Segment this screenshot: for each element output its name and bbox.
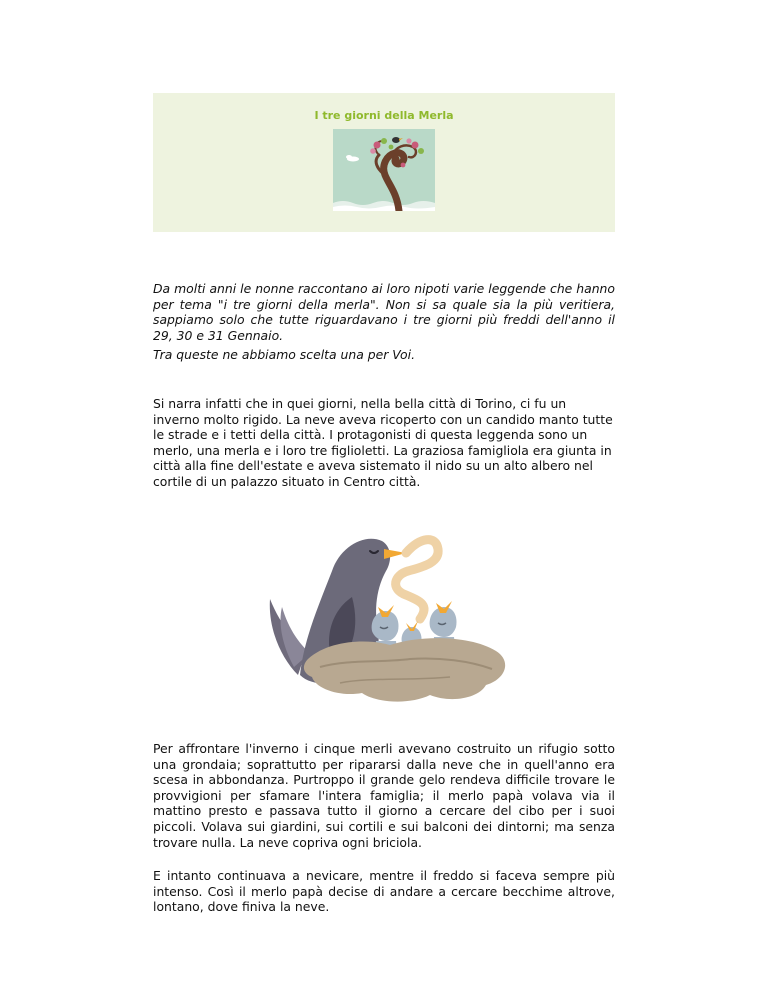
story-paragraph-2: Per affrontare l'inverno i cinque merli avevano costruito un rifugio sotto una grondaia; soprattutto per ripararsi dalla neve che in quell'anno era scesa in abbondanza. Purtroppo il grande gelo rendeva difficile trovare le provvigioni per sfamare l'intera famiglia; il merlo papà volava via il mattino presto e passava tutto il giorno a cercare del cibo per i suoi piccoli. Volava sui giardini, sui cortili e sui balconi dei dintorni; ma senza trovare nulla. La neve copriva ogni briciola. bbox=[153, 741, 615, 850]
story-paragraph-1: Si narra infatti che in quei giorni, nella bella città di Torino, ci fu un inverno molto rigido. La neve aveva ricoperto con un candido manto tutte le strade e i tetti della città. I protagonisti di questa leggenda sono un merlo, una merla e i loro tre figlioletti. La graziosa famigliola era giunta in città alla fine dell'estate e aveva sistemato il nido su un alto albero nel cortile di un palazzo situato in Centro città. bbox=[153, 396, 613, 489]
story-paragraph-3: E intanto continuava a nevicare, mentre il freddo si faceva sempre più intenso. Così il merlo papà decise di andare a cercare becchime altrove, lontano, dove finiva la neve. bbox=[153, 868, 615, 915]
blackbird-family-icon bbox=[260, 527, 510, 712]
intro-paragraph: Da molti anni le nonne raccontano ai loro nipoti varie leggende che hanno per tema "i tre giorni della merla". Non si sa quale sia la più veritiera, sappiamo solo che tutte riguardavano i tre giorni più freddi dell'anno il 29, 30 e 31 Gennaio. bbox=[153, 281, 615, 343]
choice-paragraph: Tra queste ne abbiamo scelta una per Voi. bbox=[153, 347, 416, 362]
tree-with-birds-icon bbox=[333, 129, 435, 211]
page-title: I tre giorni della Merla bbox=[314, 109, 454, 122]
title-banner bbox=[153, 93, 615, 232]
